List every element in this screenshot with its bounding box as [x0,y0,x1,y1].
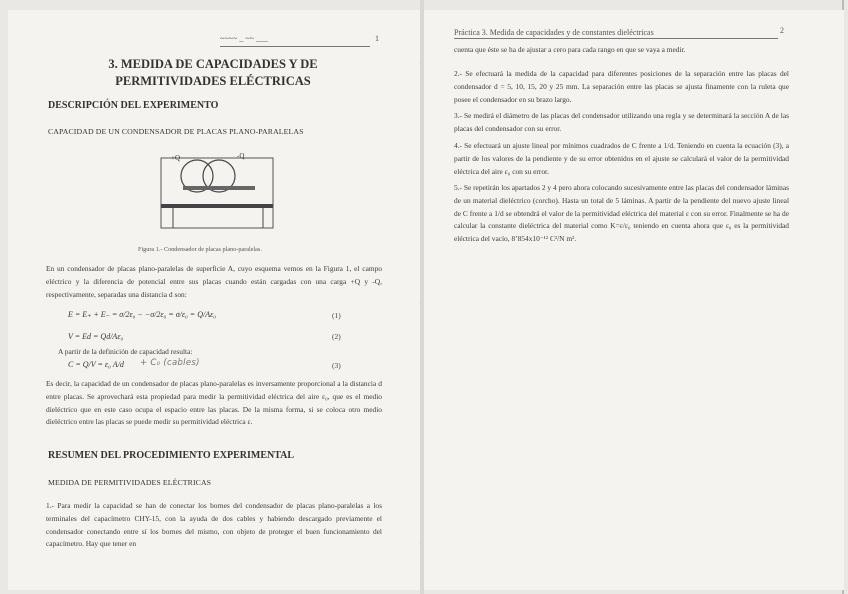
diagram-frame [161,158,273,228]
figure-caption: Figura 1.- Condensador de placas plano-paralelas. [138,246,262,253]
title-line-2: PERMITIVIDADES ELÉCTRICAS [115,74,311,88]
left-page [8,10,420,590]
equation-1: E = E₊ + E₋ = σ/2ε₀ − −σ/2ε₀ = σ/ε₀ = Q/Aε₀ [68,310,217,319]
paragraph-step-4: 4.- Se efectuará un ajuste lineal por mínimos cuadrados de C frente a 1/d. Teniendo en cuenta la ecuación (3), a partir de los valores de la pendiente y de su error obtenidos en el ajuste se calculará el valor de la permitividad eléctrica del aire ε₀ con su error. [454,141,789,176]
paragraph-capacity-intro: A partir de la definición de capacidad resulta: [58,347,193,356]
left-header-text: ~~~~ _ ~~ ___ [220,34,268,43]
capacitor-plate [183,186,255,190]
equation-3: C = Q/V = ε₀ A/d [68,360,124,369]
label-plus-charge: +Q [171,154,181,162]
paragraph-step-3: 3.- Se medirá el diámetro de las placas del condensador utilizando una regla y se determinará la sección A de las placas del condensador con su error. [454,111,789,133]
equation-2: V = Ed = Qd/Aε₀ [68,332,124,341]
left-page-number: 1 [375,34,379,43]
paragraph-inverse-proportional: Es decir, la capacidad de un condensador de placas plano-paralelas es inversamente proporcional a la distancia d entre placas. Se aprovechará esta propiedad para medir la permitividad eléctrica del aire ε₀, que es el medio dieléctrico que en este caso ocupa el espacio entre las placas. De la misma forma, si se coloca otro medio dieléctrico entre las placas se puede medir su permitividad eléctrica ε. [46,379,382,427]
right-header-text: Práctica 3. Medida de capacidades y de constantes dieléctricas [454,28,654,37]
paragraph-field-definition: En un condensador de placas plano-paralelas de superficie A, cuyo esquema vemos en la Figura 1, el campo eléctrico y la diferencia de potencial entre sus placas cuando están cargadas con una carga +Q y -Q, respectivamente, separadas una distancia d son: [46,264,382,299]
right-header-rule [454,38,778,39]
section-heading-procedure: RESUMEN DEL PROCEDIMIENTO EXPERIMENTAL [48,450,295,461]
title-line-1: 3. MEDIDA DE CAPACIDADES Y DE [108,57,318,71]
handwritten-annotation: + C₀ (cables) [140,358,200,368]
subsection-heading-permittivity: MEDIDA DE PERMITIVIDADES ELÉCTRICAS [48,478,212,487]
page-title [48,56,378,90]
right-page [424,10,844,590]
subsection-heading-capacitor: CAPACIDAD DE UN CONDENSADOR DE PLACAS PLANO-PARALELAS [48,127,304,136]
capacitor-diagram [153,146,283,242]
equation-2-number: (2) [332,332,341,341]
paragraph-zero-adjust: cuenta que éste se ha de ajustar a cero para cada rango en que se vaya a medir. [454,45,686,54]
equation-3-number: (3) [332,361,341,370]
label-minus-charge: -Q [237,152,245,160]
paragraph-step-2: 2.- Se efectuará la medida de la capacidad para diferentes posiciones de la separación entre las placas del condensador d = 5, 10, 15, 20 y 25 mm. La separación entre las placas se ajusta finamente con la ruleta que posee el condensador en su brazo largo. [454,69,789,104]
right-page-number: 2 [780,26,784,35]
capacitor-base [161,204,273,208]
left-header-rule [220,46,370,47]
equation-1-number: (1) [332,311,341,320]
paragraph-step-1: 1.- Para medir la capacidad se han de conectar los bornes del condensador de placas plano-paralelas a los terminales del capacímetro CHY-15, con la ayuda de dos cables y habiendo descargado previamente el condensador conectando entre sí los bornes del mismo, con objeto de proteger el buen funcionamiento del capacímetro. Hay que tener en [46,501,382,549]
paragraph-step-5: 5.- Se repetirán los apartados 2 y 4 pero ahora colocando sucesivamente entre las placas del condensador láminas de un material dieléctrico (corcho). Hasta un total de 5 láminas. A partir de la pendiente del nuevo ajuste lineal de C frente a 1/d se obtendrá el valor de la permitividad eléctrica del material ε con su error. Finalmente se ha de calcular la constante dieléctrica del material como K=ε/ε₀ teniendo en cuenta ahora que ε₀ es la permitividad eléctrica del vacío, 8’854x10⁻¹² C²/N m². [454,183,789,244]
section-heading-description: DESCRIPCIÓN DEL EXPERIMENTO [48,100,219,111]
